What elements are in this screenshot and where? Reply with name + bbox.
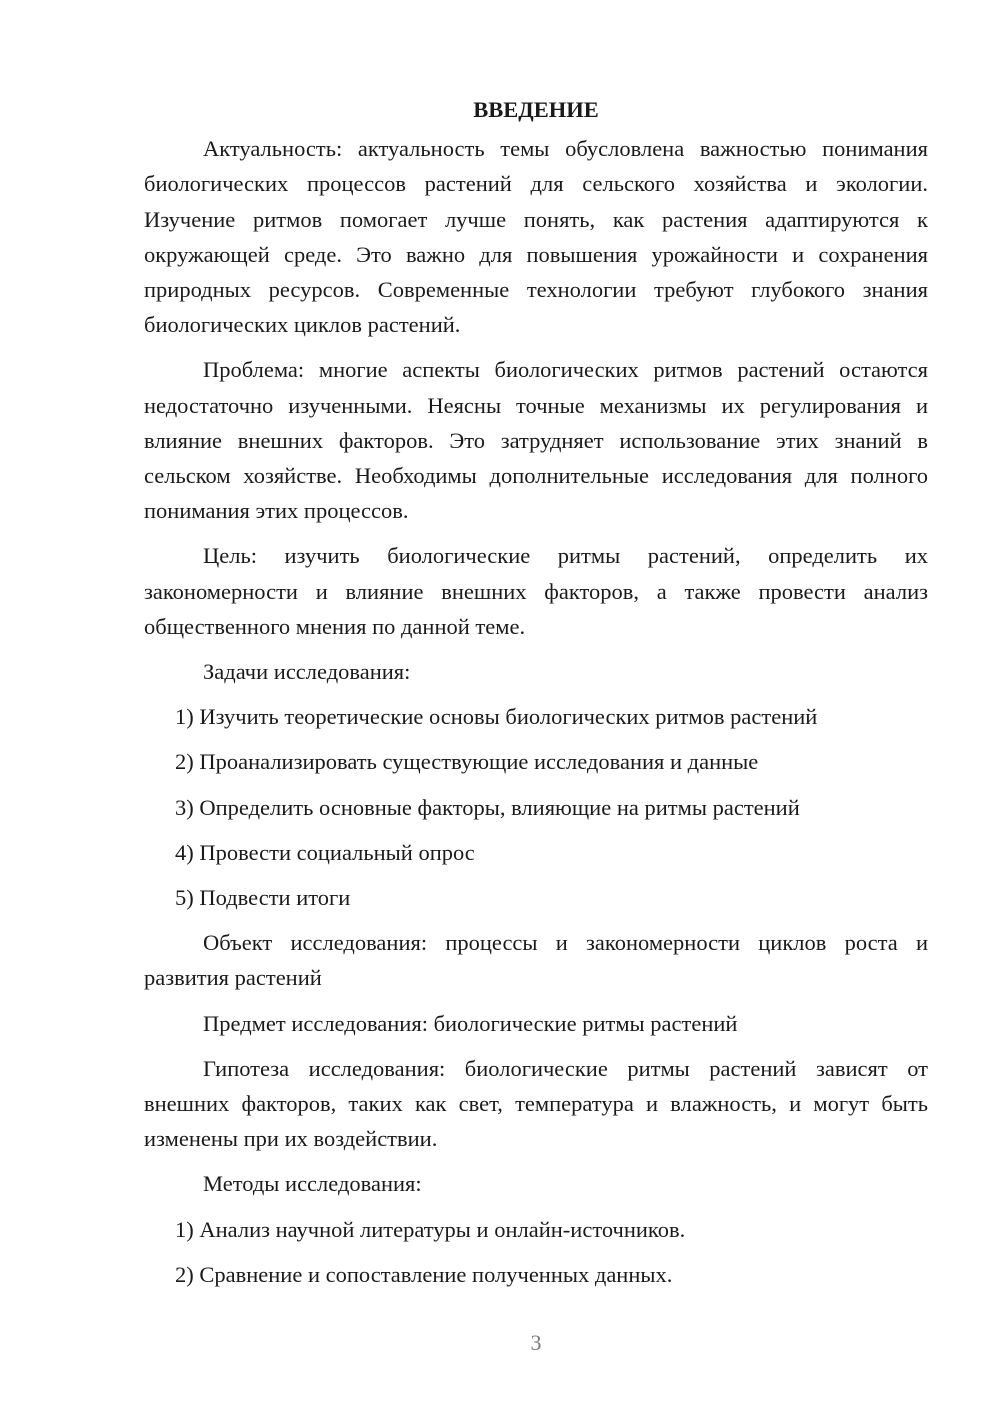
page-content	[144, 92, 928, 1302]
method-item-2: 2) Сравнение и сопоставление полученных данных.	[175, 1261, 673, 1287]
goal-paragraph: Цель: изучить биологические ритмы растений, определить их закономерности и влияние внешних факторов, а также провести анализ общественного мнения по данной теме.	[144, 543, 928, 639]
task-item-3: 3) Определить основные факторы, влияющие на ритмы растений	[175, 794, 800, 820]
page-number: 3	[530, 1330, 542, 1355]
object-paragraph: Объект исследования: процессы и закономерности циклов роста и развития растений	[144, 930, 928, 991]
relevance-paragraph: Актуальность: актуальность темы обусловлена важностью понимания биологических процессов растений для сельского хозяйства и экологии. Изучение ритмов помогает лучше понять, как растения адаптируются к окружающей среде. Это важно для повышения урожайности и сохранения природных ресурсов. Современные технологии требуют глубокого знания биологических циклов растений.	[144, 136, 928, 338]
hypothesis-paragraph: Гипотеза исследования: биологические ритмы растений зависят от внешних факторов, таких как свет, температура и влажность, и могут быть изменены при их воздействии.	[144, 1055, 928, 1152]
task-item-1: 1) Изучить теоретические основы биологических ритмов растений	[175, 704, 818, 730]
subject-paragraph: Предмет исследования: биологические ритмы растений	[203, 1010, 738, 1036]
problem-paragraph: Проблема: многие аспекты биологических ритмов растений остаются недостаточно изученными. Неясны точные механизмы их регулирования и влияние внешних факторов. Это затрудняет использование этих знаний в сельском хозяйстве. Необходимы дополнительные исследования для полного понимания этих процессов.	[144, 357, 928, 524]
method-item-1: 1) Анализ научной литературы и онлайн-источников.	[175, 1216, 686, 1242]
task-item-2: 2) Проанализировать существующие исследования и данные	[175, 749, 759, 775]
page-title: ВВЕДЕНИЕ	[473, 97, 599, 122]
task-item-4: 4) Провести социальный опрос	[175, 839, 475, 865]
task-item-5: 5) Подвести итоги	[175, 885, 351, 911]
tasks-heading: Задачи исследования:	[203, 659, 411, 685]
methods-heading: Методы исследования:	[203, 1171, 422, 1197]
